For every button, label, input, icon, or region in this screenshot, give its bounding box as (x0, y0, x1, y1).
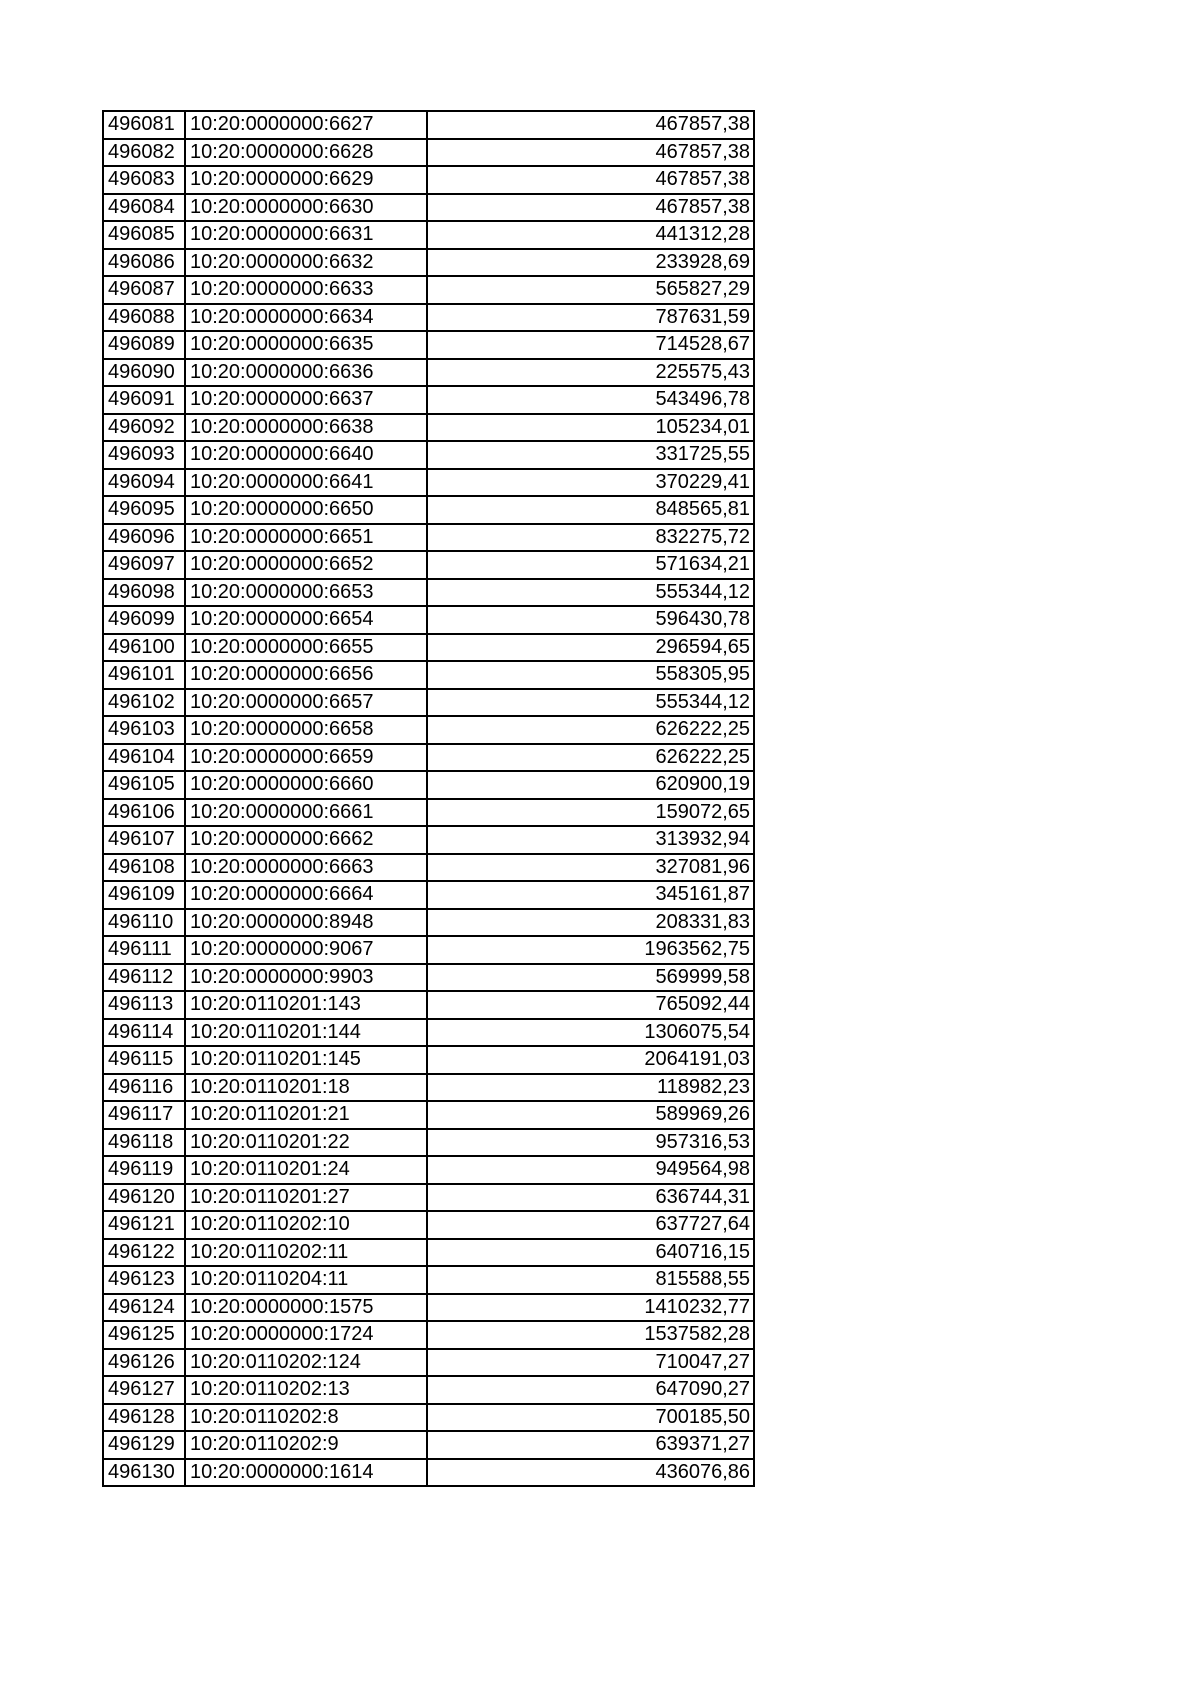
cadastral-number-cell: 10:20:0000000:6637 (185, 386, 427, 414)
cadastral-number-cell: 10:20:0110201:27 (185, 1184, 427, 1212)
row-number-cell: 496093 (103, 441, 185, 469)
table-row (103, 716, 754, 744)
cadastral-number-cell: 10:20:0110202:124 (185, 1349, 427, 1377)
value-cell: 233928,69 (427, 249, 754, 277)
value-cell: 710047,27 (427, 1349, 754, 1377)
value-cell: 626222,25 (427, 744, 754, 772)
cadastral-number-cell: 10:20:0000000:6632 (185, 249, 427, 277)
row-number-cell: 496095 (103, 496, 185, 524)
cadastral-number-cell: 10:20:0000000:6659 (185, 744, 427, 772)
row-number-cell: 496110 (103, 909, 185, 937)
cadastral-number-cell: 10:20:0000000:6655 (185, 634, 427, 662)
table-row (103, 579, 754, 607)
table-row (103, 744, 754, 772)
value-cell: 700185,50 (427, 1404, 754, 1432)
value-cell: 2064191,03 (427, 1046, 754, 1074)
cadastral-number-cell: 10:20:0110201:143 (185, 991, 427, 1019)
cadastral-number-cell: 10:20:0000000:6653 (185, 579, 427, 607)
row-number-cell: 496104 (103, 744, 185, 772)
value-cell: 225575,43 (427, 359, 754, 387)
row-number-cell: 496124 (103, 1294, 185, 1322)
cadastral-number-cell: 10:20:0000000:6656 (185, 661, 427, 689)
row-number-cell: 496129 (103, 1431, 185, 1459)
cadastral-number-cell: 10:20:0000000:6651 (185, 524, 427, 552)
table-row (103, 1211, 754, 1239)
row-number-cell: 496092 (103, 414, 185, 442)
row-number-cell: 496118 (103, 1129, 185, 1157)
row-number-cell: 496096 (103, 524, 185, 552)
value-cell: 787631,59 (427, 304, 754, 332)
table-row (103, 991, 754, 1019)
value-cell: 832275,72 (427, 524, 754, 552)
table-row (103, 111, 754, 139)
table-row (103, 331, 754, 359)
cadastral-number-cell: 10:20:0000000:6650 (185, 496, 427, 524)
cadastral-number-cell: 10:20:0000000:6657 (185, 689, 427, 717)
table-row (103, 881, 754, 909)
table-row (103, 964, 754, 992)
value-cell: 327081,96 (427, 854, 754, 882)
row-number-cell: 496115 (103, 1046, 185, 1074)
cadastral-number-cell: 10:20:0000000:6661 (185, 799, 427, 827)
cadastral-number-cell: 10:20:0000000:6640 (185, 441, 427, 469)
row-number-cell: 496130 (103, 1459, 185, 1487)
value-cell: 331725,55 (427, 441, 754, 469)
table-row (103, 1376, 754, 1404)
value-cell: 589969,26 (427, 1101, 754, 1129)
cadastral-number-cell: 10:20:0000000:8948 (185, 909, 427, 937)
row-number-cell: 496128 (103, 1404, 185, 1432)
value-cell: 714528,67 (427, 331, 754, 359)
row-number-cell: 496103 (103, 716, 185, 744)
row-number-cell: 496102 (103, 689, 185, 717)
value-cell: 620900,19 (427, 771, 754, 799)
value-cell: 441312,28 (427, 221, 754, 249)
table-row (103, 441, 754, 469)
value-cell: 626222,25 (427, 716, 754, 744)
value-cell: 636744,31 (427, 1184, 754, 1212)
value-cell: 159072,65 (427, 799, 754, 827)
row-number-cell: 496099 (103, 606, 185, 634)
value-cell: 647090,27 (427, 1376, 754, 1404)
value-cell: 467857,38 (427, 111, 754, 139)
row-number-cell: 496122 (103, 1239, 185, 1267)
cadastral-number-cell: 10:20:0000000:6631 (185, 221, 427, 249)
table-row (103, 936, 754, 964)
cadastral-number-cell: 10:20:0000000:6627 (185, 111, 427, 139)
cadastral-number-cell: 10:20:0110204:11 (185, 1266, 427, 1294)
value-cell: 569999,58 (427, 964, 754, 992)
table-row (103, 304, 754, 332)
row-number-cell: 496111 (103, 936, 185, 964)
cadastral-number-cell: 10:20:0000000:6638 (185, 414, 427, 442)
row-number-cell: 496117 (103, 1101, 185, 1129)
table-row (103, 909, 754, 937)
cadastral-number-cell: 10:20:0000000:1614 (185, 1459, 427, 1487)
value-cell: 208331,83 (427, 909, 754, 937)
cadastral-number-cell: 10:20:0000000:1724 (185, 1321, 427, 1349)
row-number-cell: 496119 (103, 1156, 185, 1184)
table-row (103, 1404, 754, 1432)
row-number-cell: 496113 (103, 991, 185, 1019)
table-row (103, 249, 754, 277)
cadastral-number-cell: 10:20:0110201:21 (185, 1101, 427, 1129)
value-cell: 555344,12 (427, 689, 754, 717)
table-row (103, 276, 754, 304)
cadastral-number-cell: 10:20:0110202:9 (185, 1431, 427, 1459)
row-number-cell: 496088 (103, 304, 185, 332)
value-cell: 1963562,75 (427, 936, 754, 964)
row-number-cell: 496123 (103, 1266, 185, 1294)
value-cell: 436076,86 (427, 1459, 754, 1487)
table-row (103, 551, 754, 579)
cadastral-number-cell: 10:20:0000000:6654 (185, 606, 427, 634)
row-number-cell: 496091 (103, 386, 185, 414)
value-cell: 1410232,77 (427, 1294, 754, 1322)
value-cell: 565827,29 (427, 276, 754, 304)
table-row (103, 1156, 754, 1184)
row-number-cell: 496126 (103, 1349, 185, 1377)
row-number-cell: 496112 (103, 964, 185, 992)
table-row (103, 799, 754, 827)
table-row (103, 1184, 754, 1212)
row-number-cell: 496107 (103, 826, 185, 854)
table-row (103, 386, 754, 414)
row-number-cell: 496097 (103, 551, 185, 579)
table-row (103, 1321, 754, 1349)
value-cell: 118982,23 (427, 1074, 754, 1102)
row-number-cell: 496105 (103, 771, 185, 799)
table-row (103, 414, 754, 442)
table-row (103, 661, 754, 689)
row-number-cell: 496086 (103, 249, 185, 277)
cadastral-number-cell: 10:20:0000000:6636 (185, 359, 427, 387)
table-row (103, 1349, 754, 1377)
value-cell: 640716,15 (427, 1239, 754, 1267)
cadastral-number-cell: 10:20:0110202:8 (185, 1404, 427, 1432)
table-row (103, 1266, 754, 1294)
value-cell: 543496,78 (427, 386, 754, 414)
row-number-cell: 496127 (103, 1376, 185, 1404)
cadastral-number-cell: 10:20:0000000:6633 (185, 276, 427, 304)
table-row (103, 221, 754, 249)
table-row (103, 1129, 754, 1157)
table-row (103, 1459, 754, 1487)
table-row (103, 689, 754, 717)
value-cell: 558305,95 (427, 661, 754, 689)
value-cell: 848565,81 (427, 496, 754, 524)
cadastral-number-cell: 10:20:0000000:9903 (185, 964, 427, 992)
cadastral-number-cell: 10:20:0000000:6662 (185, 826, 427, 854)
cadastral-number-cell: 10:20:0000000:9067 (185, 936, 427, 964)
value-cell: 1306075,54 (427, 1019, 754, 1047)
value-cell: 765092,44 (427, 991, 754, 1019)
value-cell: 370229,41 (427, 469, 754, 497)
row-number-cell: 496106 (103, 799, 185, 827)
table-row (103, 826, 754, 854)
row-number-cell: 496116 (103, 1074, 185, 1102)
row-number-cell: 496094 (103, 469, 185, 497)
value-cell: 467857,38 (427, 194, 754, 222)
cadastral-number-cell: 10:20:0000000:6629 (185, 166, 427, 194)
row-number-cell: 496101 (103, 661, 185, 689)
cadastral-number-cell: 10:20:0110201:144 (185, 1019, 427, 1047)
value-cell: 571634,21 (427, 551, 754, 579)
table-row (103, 469, 754, 497)
table-row (103, 1101, 754, 1129)
table-row (103, 524, 754, 552)
cadastral-number-cell: 10:20:0000000:6630 (185, 194, 427, 222)
value-cell: 949564,98 (427, 1156, 754, 1184)
value-cell: 957316,53 (427, 1129, 754, 1157)
table-row (103, 1431, 754, 1459)
cadastral-number-cell: 10:20:0000000:6652 (185, 551, 427, 579)
value-cell: 1537582,28 (427, 1321, 754, 1349)
table-row (103, 634, 754, 662)
row-number-cell: 496121 (103, 1211, 185, 1239)
table-row (103, 771, 754, 799)
row-number-cell: 496085 (103, 221, 185, 249)
value-cell: 555344,12 (427, 579, 754, 607)
row-number-cell: 496083 (103, 166, 185, 194)
cadastral-number-cell: 10:20:0000000:6658 (185, 716, 427, 744)
cadastral-number-cell: 10:20:0110201:22 (185, 1129, 427, 1157)
row-number-cell: 496125 (103, 1321, 185, 1349)
table-row (103, 1019, 754, 1047)
value-cell: 105234,01 (427, 414, 754, 442)
table-row (103, 139, 754, 167)
row-number-cell: 496089 (103, 331, 185, 359)
row-number-cell: 496082 (103, 139, 185, 167)
cadastral-number-cell: 10:20:0000000:1575 (185, 1294, 427, 1322)
table-row (103, 1294, 754, 1322)
table-row (103, 854, 754, 882)
value-cell: 313932,94 (427, 826, 754, 854)
cadastral-number-cell: 10:20:0000000:6635 (185, 331, 427, 359)
table-row (103, 496, 754, 524)
row-number-cell: 496087 (103, 276, 185, 304)
value-cell: 596430,78 (427, 606, 754, 634)
cadastral-number-cell: 10:20:0110202:13 (185, 1376, 427, 1404)
value-cell: 815588,55 (427, 1266, 754, 1294)
row-number-cell: 496081 (103, 111, 185, 139)
table-row (103, 1046, 754, 1074)
row-number-cell: 496100 (103, 634, 185, 662)
cadastral-number-cell: 10:20:0000000:6663 (185, 854, 427, 882)
row-number-cell: 496114 (103, 1019, 185, 1047)
table-row (103, 194, 754, 222)
cadastral-number-cell: 10:20:0110201:145 (185, 1046, 427, 1074)
table-row (103, 359, 754, 387)
row-number-cell: 496098 (103, 579, 185, 607)
cadastral-number-cell: 10:20:0000000:6660 (185, 771, 427, 799)
data-table (102, 110, 755, 1487)
cadastral-number-cell: 10:20:0110202:11 (185, 1239, 427, 1267)
row-number-cell: 496120 (103, 1184, 185, 1212)
value-cell: 467857,38 (427, 139, 754, 167)
table-row (103, 1074, 754, 1102)
cadastral-number-cell: 10:20:0110202:10 (185, 1211, 427, 1239)
cadastral-number-cell: 10:20:0110201:24 (185, 1156, 427, 1184)
value-cell: 296594,65 (427, 634, 754, 662)
row-number-cell: 496084 (103, 194, 185, 222)
value-cell: 639371,27 (427, 1431, 754, 1459)
table-row (103, 1239, 754, 1267)
table-row (103, 606, 754, 634)
value-cell: 637727,64 (427, 1211, 754, 1239)
value-cell: 345161,87 (427, 881, 754, 909)
row-number-cell: 496109 (103, 881, 185, 909)
cadastral-number-cell: 10:20:0000000:6634 (185, 304, 427, 332)
cadastral-number-cell: 10:20:0000000:6628 (185, 139, 427, 167)
cadastral-number-cell: 10:20:0000000:6641 (185, 469, 427, 497)
row-number-cell: 496090 (103, 359, 185, 387)
value-cell: 467857,38 (427, 166, 754, 194)
row-number-cell: 496108 (103, 854, 185, 882)
table-row (103, 166, 754, 194)
table-body (103, 111, 754, 1486)
cadastral-number-cell: 10:20:0000000:6664 (185, 881, 427, 909)
cadastral-number-cell: 10:20:0110201:18 (185, 1074, 427, 1102)
